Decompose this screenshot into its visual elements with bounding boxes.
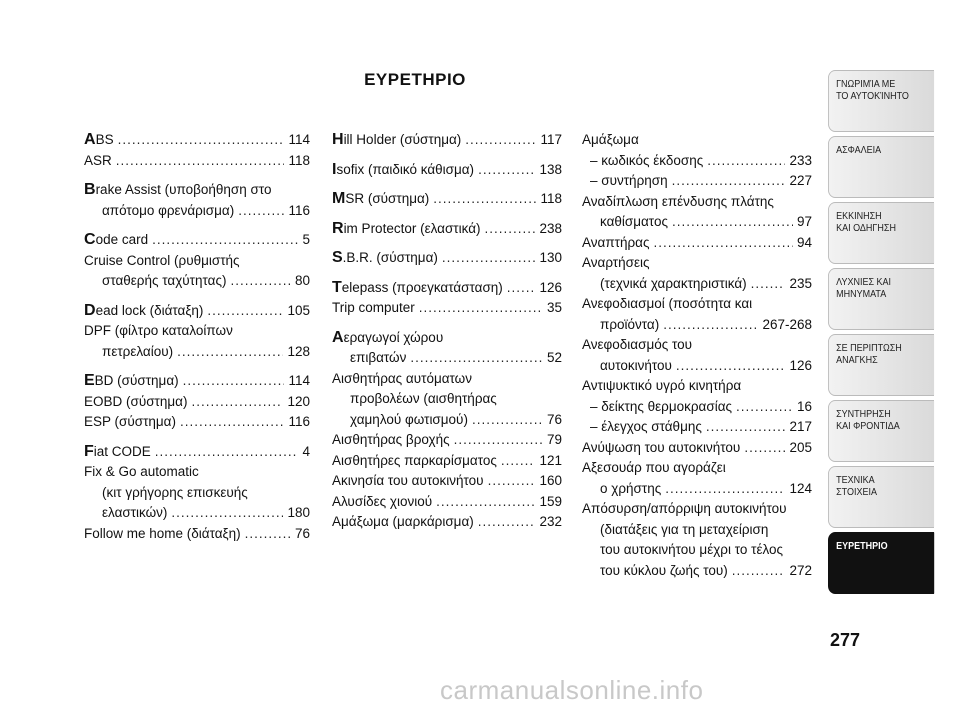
- entry-initial: R: [332, 219, 344, 237]
- index-entry: [582, 233, 812, 254]
- chapter-tab[interactable]: [828, 466, 934, 528]
- entry-line: [84, 230, 310, 251]
- entry-text: Αναπτήρας: [582, 234, 650, 250]
- entry-text: Αμάξωμα (μαρκάρισμα): [332, 514, 474, 529]
- entry-text: Dead lock (διάταξη): [84, 301, 204, 319]
- entry-text: Απόσυρση/απόρριψη αυτοκινήτου: [582, 501, 787, 516]
- entry-page: 105: [287, 302, 310, 318]
- index-entry: [332, 512, 562, 533]
- index-entry: [582, 294, 812, 335]
- entry-initial: Α: [332, 328, 344, 346]
- entry-text: του αυτοκινήτου μέχρι το τέλος: [600, 542, 784, 557]
- entry-page: 235: [789, 275, 812, 291]
- entry-text: Brake Assist (υποβοήθηση στο: [84, 181, 272, 198]
- tab-label-line1: ΛΥΧΝΙΕΣ ΚΑΙ: [836, 277, 892, 288]
- entry-page: 128: [287, 343, 310, 359]
- entry-text: Trip computer: [332, 300, 415, 315]
- entry-text: Follow me home (διάταξη): [84, 525, 241, 541]
- chapter-tab[interactable]: [828, 268, 934, 330]
- entry-text: Αλυσίδες χιονιού: [332, 493, 433, 509]
- leader-dots: [419, 298, 543, 319]
- entry-text: χαμηλού φωτισμού): [350, 411, 468, 427]
- index-column-1: [84, 130, 310, 544]
- entry-text: Αεραγωγοί χώρου: [332, 328, 444, 346]
- tab-label-line1: ΣΥΝΤΗΡΗΣΗ: [836, 409, 891, 420]
- entry-line: [582, 274, 812, 295]
- entry-text: Fix & Go automatic: [84, 464, 199, 479]
- entry-line: [332, 410, 562, 431]
- leader-dots: [472, 410, 543, 431]
- leader-dots: [736, 397, 793, 418]
- entry-line: [332, 219, 562, 240]
- index-entry: [582, 335, 812, 376]
- entry-text: Isofix (παιδικό κάθισμα): [332, 160, 475, 178]
- leader-dots: [230, 271, 291, 292]
- entry-page: 227: [789, 173, 812, 188]
- entry-page: 238: [539, 220, 562, 236]
- leader-dots: [245, 524, 291, 545]
- entry-line: [84, 442, 310, 463]
- entry-page: 94: [796, 234, 812, 250]
- index-entry: Αμάξωμα: [582, 132, 639, 147]
- leader-dots: [207, 301, 283, 322]
- leader-dots: [732, 561, 786, 582]
- entry-page: 117: [540, 132, 562, 147]
- index-entry: [84, 251, 310, 292]
- tab-label-line2: ΜΗΝΥΜΑΤΑ: [836, 289, 887, 300]
- entry-page: 272: [789, 562, 812, 578]
- index-entry: [332, 492, 562, 513]
- index-entry: [582, 499, 812, 581]
- entry-line: [332, 248, 562, 269]
- tab-label-line2: ΣΤΟΙΧΕΙΑ: [836, 487, 878, 498]
- entry-page: 4: [302, 443, 310, 459]
- entry-line: [332, 278, 562, 299]
- entry-page: 159: [539, 493, 562, 509]
- entry-text: πετρελαίου): [102, 343, 174, 359]
- index-entry: [84, 442, 310, 463]
- tab-label-line1: ΓΝΩΡΙΜΊΑ ΜΕ: [836, 79, 896, 90]
- index-entry: [84, 301, 310, 322]
- entry-text: προϊόντα): [600, 316, 660, 332]
- index-entry: [332, 430, 562, 451]
- entry-text: (τεχνικά χαρακτηριστικά): [600, 275, 747, 291]
- leader-dots: [507, 278, 536, 299]
- entry-line: [332, 430, 562, 451]
- entry-line: [332, 160, 562, 181]
- entry-page: 76: [546, 411, 562, 427]
- entry-text: προβολέων (αισθητήρας: [350, 391, 497, 406]
- entry-line: [582, 315, 812, 336]
- index-column-3: [582, 130, 812, 581]
- leader-dots: [171, 503, 283, 524]
- chapter-tab[interactable]: [828, 532, 934, 594]
- index-entry: [582, 253, 812, 294]
- entry-page: 138: [539, 161, 562, 177]
- index-column-2: [332, 130, 562, 533]
- entry-text: ASR: [84, 152, 112, 168]
- entry-text: Ανύψωση του αυτοκινήτου: [582, 439, 741, 455]
- entry-initial: C: [84, 231, 96, 248]
- index-entry: [84, 392, 310, 413]
- entry-line: [84, 201, 310, 222]
- entry-text: DPF (φίλτρο καταλοίπων: [84, 323, 233, 338]
- entry-page: 120: [287, 393, 310, 409]
- index-subentry: [582, 417, 812, 438]
- entry-page: 16: [796, 398, 812, 414]
- tab-label-line1: ΑΣΦΑΛΕΙΑ: [836, 145, 882, 156]
- index-entry: Αντιψυκτικό υγρό κινητήρα: [582, 378, 742, 393]
- entry-text: Hill Holder (σύστημα): [332, 131, 462, 148]
- entry-page: 116: [288, 202, 310, 218]
- entry-line: [582, 171, 812, 192]
- entry-page: 114: [288, 132, 310, 147]
- entry-text: επιβατών: [350, 350, 407, 365]
- entry-page: 35: [546, 300, 562, 315]
- leader-dots: [191, 392, 283, 413]
- entry-text: ο χρήστης: [600, 480, 662, 496]
- entry-line: [332, 451, 562, 472]
- entry-initial: B: [84, 181, 96, 198]
- entry-initial: S: [332, 249, 343, 266]
- entry-text: Ανεφοδιασμοί (ποσότητα και: [582, 296, 753, 311]
- entry-page: 118: [288, 152, 310, 168]
- entry-initial: F: [84, 442, 94, 460]
- entry-text: σταθερής ταχύτητας): [102, 273, 227, 288]
- entry-text: EBD (σύστημα): [84, 372, 179, 389]
- leader-dots: [663, 315, 758, 336]
- tab-label-line2: ΑΝΑΓΚΗΣ: [836, 355, 878, 366]
- index-entry: [332, 451, 562, 472]
- entry-page: 180: [287, 505, 310, 520]
- entry-initial: H: [332, 131, 344, 148]
- chapter-tab[interactable]: [828, 70, 934, 132]
- entry-line: [582, 397, 812, 418]
- leader-dots: [676, 356, 786, 377]
- entry-line: [84, 301, 310, 322]
- entry-page: 114: [288, 373, 310, 388]
- entry-page: 233: [789, 152, 812, 168]
- tab-label-line2: ΚΑΙ ΦΡΟΝΤΙΔΑ: [836, 421, 900, 432]
- entry-text: – συντήρηση: [590, 173, 668, 188]
- index-subentry: [582, 151, 812, 172]
- entry-text: (κιτ γρήγορης επισκευής: [102, 484, 248, 500]
- index-entry: [582, 192, 812, 233]
- tab-label-line1: ΕΥΡΕΤΗΡΙΟ: [836, 541, 888, 552]
- index-entry: [84, 524, 310, 545]
- entry-text: – κωδικός έκδοσης: [590, 152, 704, 168]
- entry-page: 116: [288, 414, 310, 429]
- entry-page: 118: [540, 191, 562, 206]
- entry-page: 80: [294, 273, 310, 288]
- chapter-tab[interactable]: [828, 334, 934, 396]
- entry-page: 160: [539, 473, 562, 488]
- entry-text: απότομο φρενάρισμα): [102, 202, 235, 218]
- entry-initial: A: [84, 131, 96, 148]
- entry-line: [84, 371, 310, 392]
- entry-page: 232: [539, 514, 562, 529]
- leader-dots: [501, 451, 536, 472]
- entry-text: Αισθητήρας βροχής: [332, 432, 450, 447]
- watermark: carmanualsonline.info: [440, 675, 704, 705]
- entry-line: [84, 412, 310, 433]
- entry-line: [84, 130, 310, 151]
- entry-text: EOBD (σύστημα): [84, 393, 188, 409]
- index-entry: [332, 189, 562, 210]
- entry-page: 121: [539, 452, 562, 468]
- leader-dots: [116, 151, 285, 172]
- entry-text: Αισθητήρες παρκαρίσματος: [332, 452, 497, 468]
- leader-dots: [672, 171, 786, 192]
- chapter-tab[interactable]: [828, 136, 934, 198]
- index-entry: [332, 160, 562, 181]
- index-entry: [332, 278, 562, 299]
- tab-label-line1: ΤΕΧΝΙΚΑ: [836, 475, 875, 486]
- chapter-tab[interactable]: [828, 400, 934, 462]
- index-entry: [84, 151, 310, 172]
- leader-dots: [180, 412, 284, 433]
- index-entry: [332, 328, 562, 369]
- entry-page: 217: [789, 419, 812, 434]
- entry-line: [84, 503, 310, 524]
- entry-page: 205: [789, 439, 812, 455]
- entry-text: Αξεσουάρ που αγοράζει: [582, 460, 726, 475]
- entry-text: αυτοκινήτου: [600, 357, 672, 373]
- entry-line: [582, 417, 812, 438]
- index-entry: [84, 371, 310, 392]
- tab-label-line2: ΤΟ ΑΥΤΟΚΊΝΗΤΟ: [836, 91, 909, 102]
- index-entry: [84, 462, 310, 524]
- entry-initial: T: [332, 278, 342, 296]
- leader-dots: [744, 438, 785, 459]
- index-entry: [84, 321, 310, 362]
- entry-text: Code card: [84, 231, 149, 248]
- entry-page: 126: [789, 357, 812, 373]
- leader-dots: [485, 219, 536, 240]
- index-entry: [84, 230, 310, 251]
- entry-line: [332, 130, 562, 151]
- entry-initial: E: [84, 372, 95, 389]
- entry-line: [582, 212, 812, 233]
- entry-page: 79: [546, 432, 562, 447]
- leader-dots: [177, 342, 283, 363]
- leader-dots: [238, 201, 284, 222]
- entry-page: 126: [539, 279, 562, 295]
- entry-line: [84, 151, 310, 172]
- entry-initial: M: [332, 190, 346, 207]
- entry-text: Telepass (προεγκατάσταση): [332, 278, 503, 296]
- entry-page: 97: [796, 214, 812, 229]
- entry-line: [84, 524, 310, 545]
- entry-page: 52: [546, 350, 562, 365]
- entry-line: [84, 392, 310, 413]
- index-entry: [582, 458, 812, 499]
- leader-dots: [478, 512, 536, 533]
- leader-dots: [665, 479, 785, 500]
- entry-page: 267-268: [762, 316, 812, 332]
- leader-dots: [653, 233, 793, 254]
- entry-line: [582, 561, 812, 582]
- index-entry: [84, 412, 310, 433]
- index-entry: [84, 130, 310, 151]
- entry-page: 130: [539, 250, 562, 265]
- entry-text: MSR (σύστημα): [332, 190, 430, 207]
- entry-line: [582, 233, 812, 254]
- entry-line: [332, 298, 562, 319]
- entry-line: [582, 479, 812, 500]
- entry-text: Ακινησία του αυτοκινήτου: [332, 473, 484, 488]
- entry-line: [582, 438, 812, 459]
- entry-text: – δείκτης θερμοκρασίας: [590, 398, 733, 414]
- entry-text: Αναδίπλωση επένδυσης πλάτης: [582, 193, 774, 209]
- entry-text: – έλεγχος στάθμης: [590, 419, 702, 434]
- leader-dots: [706, 417, 786, 438]
- entry-text: του κύκλου ζωής του): [600, 562, 728, 578]
- leader-dots: [488, 471, 536, 492]
- entry-line: [582, 356, 812, 377]
- index-entry: [332, 219, 562, 240]
- leader-dots: [183, 371, 285, 392]
- leader-dots: [436, 492, 535, 513]
- entry-line: [332, 348, 562, 369]
- entry-line: [582, 151, 812, 172]
- index-entry: [332, 471, 562, 492]
- entry-line: [332, 189, 562, 210]
- leader-dots: [442, 248, 536, 269]
- page-number: 277: [829, 630, 861, 650]
- entry-line: [84, 271, 310, 292]
- tab-label-line1: ΣΕ ΠΕΡΙΠΤΩΣΗ: [836, 343, 902, 354]
- index-entry: [332, 130, 562, 151]
- leader-dots: [465, 130, 536, 151]
- entry-page: 124: [789, 480, 812, 496]
- entry-line: [332, 471, 562, 492]
- entry-initial: D: [84, 301, 96, 319]
- entry-text: Αναρτήσεις: [582, 255, 650, 270]
- entry-text: ABS: [84, 131, 114, 148]
- entry-text: Αισθητήρας αυτόματων: [332, 370, 472, 386]
- leader-dots: [118, 130, 285, 151]
- leader-dots: [478, 160, 535, 181]
- chapter-tabs: [828, 70, 946, 598]
- leader-dots: [707, 151, 785, 172]
- entry-text: Cruise Control (ρυθμιστής: [84, 252, 240, 268]
- tab-label-line1: ΕΚΚΙΝΗΣΗ: [836, 211, 882, 222]
- index-entry: [332, 248, 562, 269]
- entry-line: [332, 492, 562, 513]
- entry-text: καθίσματος: [600, 214, 668, 229]
- leader-dots: [751, 274, 786, 295]
- index-entry: [84, 180, 310, 221]
- entry-text: Rim Protector (ελαστικά): [332, 219, 481, 237]
- leader-dots: [155, 442, 299, 463]
- index-entry: [332, 369, 562, 431]
- index-subentry: [582, 171, 812, 192]
- chapter-tab[interactable]: [828, 202, 934, 264]
- entry-line: [84, 342, 310, 363]
- entry-text: Ανεφοδιασμός του: [582, 337, 693, 352]
- entry-text: S.B.R. (σύστημα): [332, 249, 438, 266]
- entry-text: ESP (σύστημα): [84, 414, 176, 429]
- leader-dots: [433, 189, 536, 210]
- leader-dots: [672, 212, 793, 233]
- entry-page: 76: [294, 525, 310, 541]
- tab-label-line2: ΚΑΙ ΟΔΗΓΗΣΗ: [836, 223, 896, 234]
- index-entry: [332, 298, 562, 319]
- entry-text: Fiat CODE: [84, 442, 151, 460]
- index-subentry: [582, 397, 812, 418]
- entry-text: ελαστικών): [102, 505, 168, 520]
- entry-line: [332, 512, 562, 533]
- entry-initial: I: [332, 160, 337, 178]
- leader-dots: [152, 230, 298, 251]
- entry-page: 5: [302, 232, 310, 247]
- page-title: ΕΥΡΕΤΗΡΙΟ: [364, 70, 466, 89]
- entry-text: (διατάξεις για τη μεταχείριση: [600, 521, 769, 537]
- leader-dots: [454, 430, 543, 451]
- index-entry: [582, 438, 812, 459]
- leader-dots: [410, 348, 543, 369]
